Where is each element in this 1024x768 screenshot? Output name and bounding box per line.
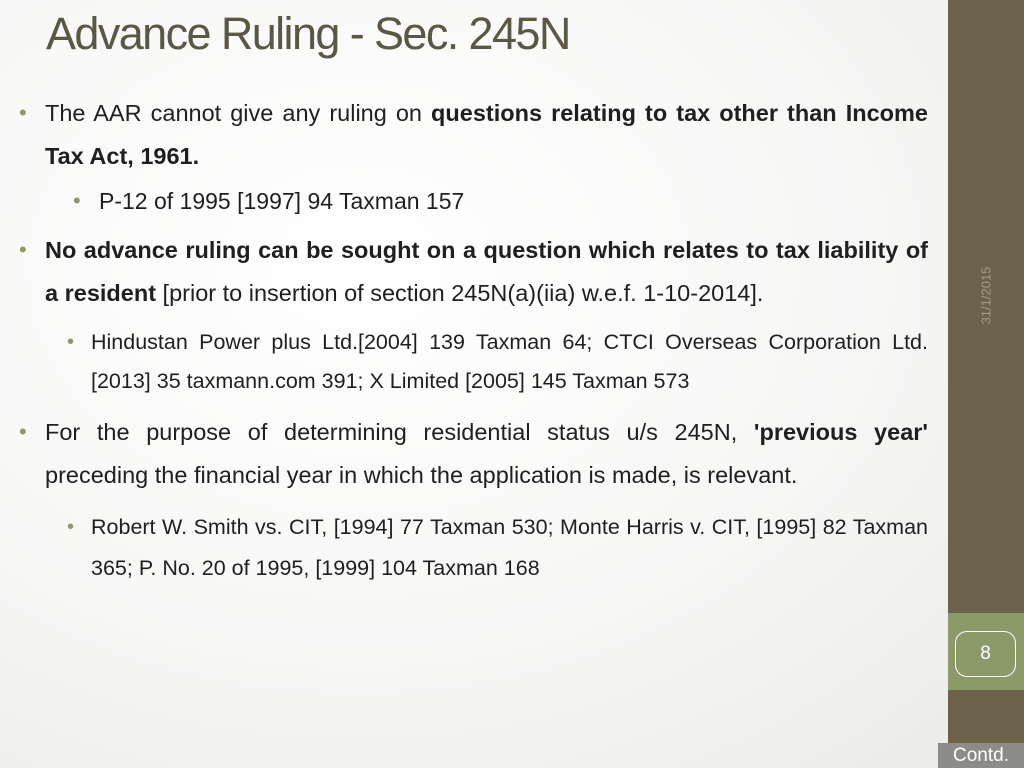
sub-bullet-cases-previous-year: • Robert W. Smith vs. CIT, [1994] 77 Taxman 530; Monte Harris v. CIT, [1995] 82 Taxman 365; P. No. 20 of 1995, [1999] 104 Taxman 168 (67, 515, 928, 580)
sub-bullet-p12: • P-12 of 1995 [1997] 94 Taxman 157 (73, 188, 465, 214)
bullet-previous-year: • For the purpose of determining residential status u/s 245N, 'previous year' preceding the financial year in which the application is made, is relevant. (19, 419, 928, 488)
bullet-dot: • (67, 331, 75, 353)
slide-content (18, 92, 928, 589)
contd-label: Contd. (938, 743, 1024, 768)
bullet-resident-liability: • No advance ruling can be sought on a question which relates to tax liability of a resident [prior to insertion of section 245N(a)(iia) w.e.f. 1-10-2014]. (19, 237, 928, 306)
bullet-dot: • (19, 237, 27, 262)
bullet-aar-other-taxes: • The AAR cannot give any ruling on questions relating to tax other than Income Tax Act, 1961. (19, 100, 928, 169)
bullet-dot: • (19, 100, 27, 125)
page-number: 8 (955, 631, 1016, 677)
bullet-dot: • (19, 419, 27, 444)
bullet-dot: • (73, 188, 81, 213)
slide-title: Advance Ruling - Sec. 245N (46, 8, 570, 59)
bullet-dot: • (67, 516, 75, 538)
sub-bullet-cases-resident: • Hindustan Power plus Ltd.[2004] 139 Taxman 64; CTCI Overseas Corporation Ltd. [2013] 35 taxmann.com 391; X Limited [2005] 145 Taxman 573 (67, 330, 928, 393)
slide-date: 31/1/2015 (978, 266, 994, 324)
